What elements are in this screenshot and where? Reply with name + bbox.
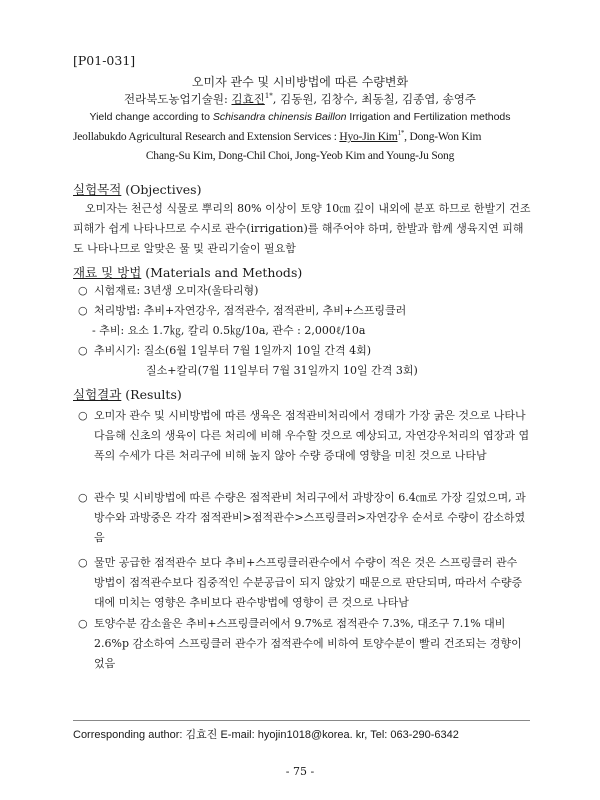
list-item-text: 시험재료: 3년생 오미자(울타리형) (94, 284, 259, 297)
title-english-post: Irrigation and Fertilization methods (346, 111, 511, 123)
institution-english-post: , Dong-Won Kim (404, 130, 482, 143)
list-item-text: 질소+칼리(7월 11일부터 7월 31일까지 10일 간격 3회) (146, 364, 418, 377)
institution-english (73, 129, 481, 143)
corresponding-author-korean: 김효진 (231, 92, 265, 106)
results-heading-en: (Results) (121, 387, 182, 402)
methods-heading (73, 263, 302, 281)
list-item (78, 361, 530, 381)
list-item-text: - 추비: 요소 1.7㎏, 칼리 0.5㎏/10a, 관수 : 2,000ℓ/10a (92, 324, 366, 337)
list-item-text: 토양수분 감소율은 추비+스프링클러에서 9.7%로 점적관수 7.3%, 대조구 7.1% 대비 2.6%p 감소하여 스프링클러 관수가 점적관수에 비하여 토양수분이 빨리 건조되는 경향이었음 (94, 617, 522, 670)
methods-heading-ko: 재료 및 방법 (73, 265, 142, 280)
list-item-text: 오미자 관수 및 시비방법에 따른 생육은 점적관비처리에서 경태가 가장 굵은 것으로 나타나 다음해 신초의 생육이 다른 처리에 비해 우수할 것으로 예상되고, 자연강우처리의 엽장과 엽폭의 수세가 다른 처리구에 비해 높지 않아 수량 증대에 영향을 미친 것으로 나타남 (94, 409, 530, 462)
bullet-icon: ○ (78, 617, 88, 630)
author-mark: 1* (264, 92, 273, 101)
page-number: - 75 - (285, 765, 315, 778)
objectives-heading-en: (Objectives) (121, 182, 202, 197)
objectives-heading (73, 180, 201, 198)
list-item (78, 406, 530, 466)
list-item (78, 301, 530, 321)
bullet-icon: ○ (78, 344, 88, 357)
footer-divider (73, 720, 530, 721)
title-english-pre: Yield change according to (89, 111, 213, 123)
bullet-icon: ○ (78, 284, 88, 297)
list-item (78, 488, 530, 548)
abstract-code: [P01-031] (73, 53, 136, 68)
list-item (78, 281, 530, 301)
bullet-icon: ○ (78, 304, 88, 317)
list-item (78, 321, 530, 341)
bullet-icon: ○ (78, 409, 88, 422)
title-english (0, 111, 600, 123)
list-item-text: 추비시기: 질소(6월 1일부터 7월 1일까지 10일 간격 4회) (94, 344, 372, 357)
author-mark-english: 1* (397, 129, 405, 137)
bullet-icon: ○ (78, 491, 88, 504)
results-heading-ko: 실험결과 (73, 387, 122, 402)
corresponding-author-footer: Corresponding author: 김효진 E-mail: hyojin1018@korea. kr, Tel: 063-290-6342 (73, 729, 459, 741)
results-heading (73, 385, 182, 403)
list-item (78, 614, 530, 674)
bullet-icon: ○ (78, 556, 88, 569)
institution-english-pre: Jeollabukdo Agricultural Research and Extension Services : (73, 130, 340, 143)
objectives-heading-ko: 실험목적 (73, 182, 122, 197)
list-item (78, 341, 530, 361)
title-korean: 오미자 관수 및 시비방법에 따른 수량변화 (191, 75, 409, 89)
coauthors-korean: , 김동원, 김창수, 최동칠, 김종엽, 송영주 (272, 92, 476, 106)
list-item (78, 553, 530, 613)
species-name: Schisandra chinensis Baillon (212, 111, 347, 123)
list-item-text: 관수 및 시비방법에 따른 수량은 점적관비 처리구에서 과방장이 6.4㎝로 가장 길었으며, 과방수와 과방중은 각각 점적관비>점적관수>스프링클러>자연강우 순서로 수량이 감소하였음 (94, 491, 526, 544)
methods-heading-en: (Materials and Methods) (141, 265, 303, 280)
list-item-text: 물만 공급한 점적관수 보다 추비+스프링클러관수에서 수량이 적은 것은 스프링클러 관수 방법이 점적관수보다 집중적인 수분공급이 되지 않았기 때문으로 판단되며, 따라서 수량증대에 미치는 영향은 추비보다 관수방법에 영향이 큰 것으로 나타남 (94, 556, 523, 609)
authors-english: Chang-Su Kim, Dong-Chil Choi, Jong-Yeob Kim and Young-Ju Song (145, 150, 455, 162)
institution-korean: 전라북도농업기술원: (123, 92, 232, 106)
authors-korean (0, 91, 600, 107)
corresponding-author-english: Hyo-Jin Kim (339, 130, 398, 143)
list-item-text: 처리방법: 추비+자연강우, 점적관수, 점적관비, 추비+스프링클러 (94, 304, 407, 317)
objectives-text: 오미자는 천근성 식물로 뿌리의 80% 이상이 토양 10㎝ 깊이 내외에 분포 하므로 한발기 건조피해가 쉽게 나타나므로 수시로 관수(irrigation)를 해주어야 하며, 한발과 함께 생육지연 피해도 나타나므로 알맞은 물 및 관리기술이 필요함 (73, 202, 531, 255)
